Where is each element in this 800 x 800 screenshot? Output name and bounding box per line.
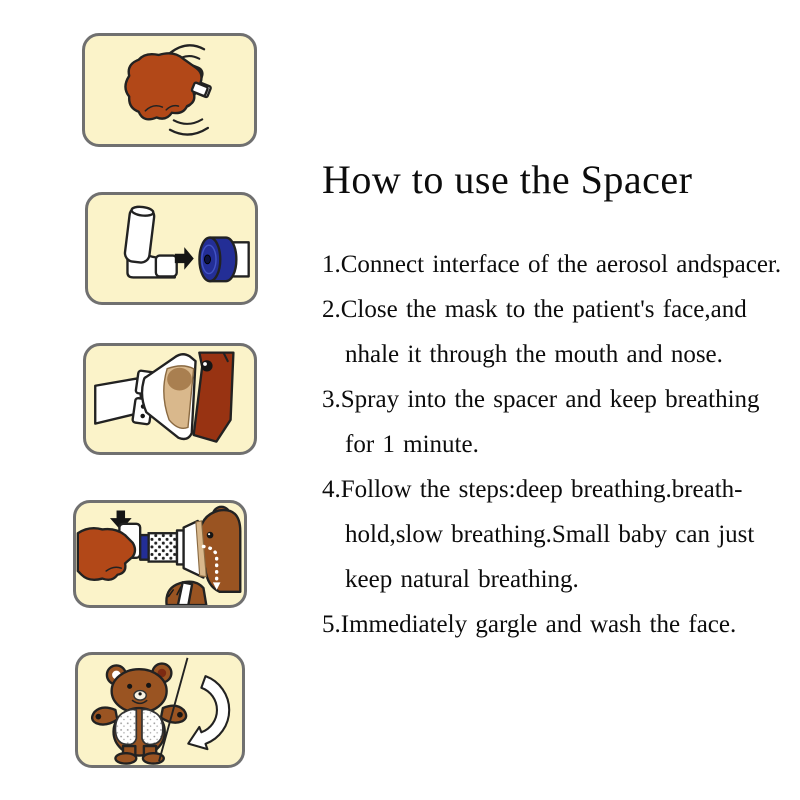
- hand-icon: [125, 53, 208, 119]
- hand-shaking-inhaler-illustration: [85, 36, 254, 144]
- inhaler-connecting-to-spacer-illustration: [88, 195, 255, 302]
- inhaler-in-hand-icon: [78, 524, 140, 580]
- spray-into-spacer-illustration: [76, 503, 244, 605]
- step-line: nhale it through the mouth and nose.: [345, 341, 723, 368]
- panel-bear-gargle: [75, 652, 245, 768]
- patient-face-icon: [194, 353, 234, 442]
- step-line: 3.Spray into the spacer and keep breathing: [322, 386, 760, 413]
- panel-spray-breathe: [73, 500, 247, 608]
- step-line: 4.Follow the steps:deep breathing.breath-: [322, 476, 743, 503]
- instruction-step-3: [322, 377, 798, 467]
- spacer-tube-icon: [140, 530, 183, 564]
- panel-mask-on-face: [83, 343, 257, 455]
- panel-shake-inhaler: [82, 33, 257, 147]
- bear-head-icon: [199, 507, 240, 592]
- page-title: How to use the Spacer: [322, 157, 693, 202]
- instruction-step-4: [322, 467, 798, 602]
- step-line: 2.Close the mask to the patient's face,and: [322, 296, 747, 323]
- instruction-step-2: [322, 287, 798, 377]
- step-line: 1.Connect interface of the aerosol andspacer.: [322, 251, 782, 278]
- instruction-list: [322, 242, 798, 647]
- step-line: 5.Immediately gargle and wash the face.: [322, 611, 737, 638]
- inhaler-icon: [124, 206, 177, 278]
- bear-arm-icon: [166, 582, 206, 605]
- curved-arrow-icon: [188, 676, 229, 749]
- spacer-icon: [199, 238, 248, 282]
- step-line: for 1 minute.: [345, 431, 479, 458]
- step-line: hold,slow breathing.Small baby can just: [345, 521, 755, 548]
- instruction-step-1: [322, 242, 798, 287]
- instruction-step-5: [322, 602, 798, 647]
- mask-on-face-illustration: [86, 346, 254, 452]
- mask-icon: [142, 354, 196, 439]
- panel-connect-spacer: [85, 192, 258, 305]
- teddy-bear-lungs-illustration: [78, 655, 242, 765]
- step-line: keep natural breathing.: [345, 566, 579, 593]
